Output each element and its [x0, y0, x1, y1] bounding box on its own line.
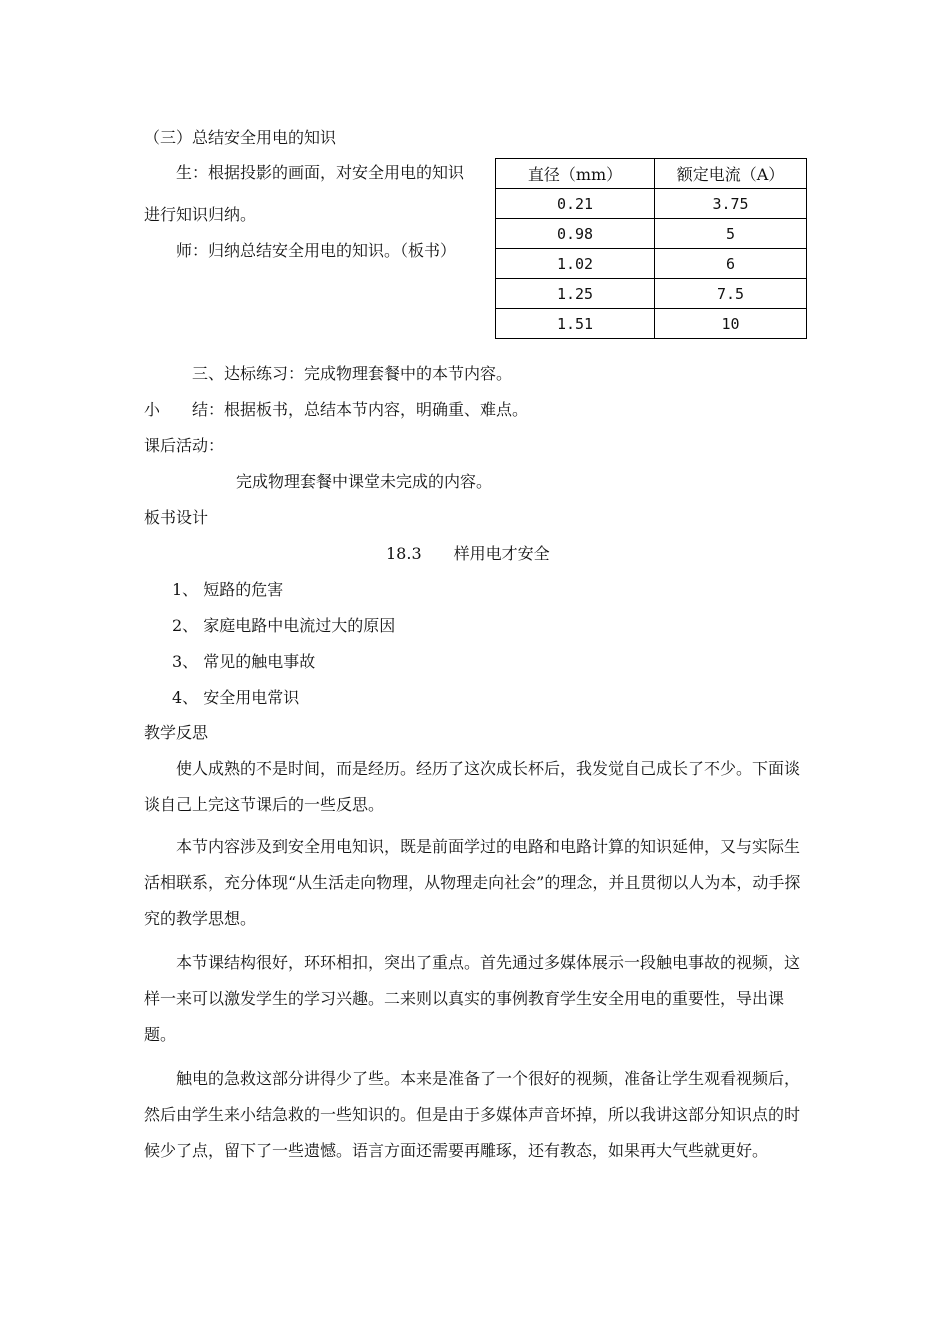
section-heading: （三）总结安全用电的知识 [144, 128, 337, 147]
table-row [496, 249, 807, 279]
summary-text: 根据板书，总结本节内容，明确重、难点。 [224, 400, 529, 419]
board-design-title: 18.3 样用电才安全 [386, 544, 550, 563]
cell-current: 5 [655, 219, 807, 249]
header-rated-current: 额定电流（A） [655, 159, 807, 189]
board-item: 4、 安全用电常识 [172, 688, 300, 707]
teacher-activity-line: 师：归纳总结安全用电的知识。（板书） [176, 241, 457, 260]
cell-current: 7.5 [655, 279, 807, 309]
reflection-paragraph: 本节内容涉及到安全用电知识，既是前面学过的电路和电路计算的知识延伸，又与实际生活相联系，充分体现“从生活走向物理，从物理走向社会”的理念，并且贯彻以人为本，动手探究的教学思想。 [144, 837, 801, 928]
header-diameter: 直径（mm） [496, 159, 655, 189]
board-item: 3、 常见的触电事故 [172, 652, 316, 671]
cell-current: 3.75 [655, 189, 807, 219]
reflection-paragraph: 使人成熟的不是时间，而是经历。经历了这次成长杯后，我发觉自己成长了不少。下面谈谈自己上完这节课后的一些反思。 [144, 759, 801, 814]
board-item: 1、 短路的危害 [172, 580, 284, 599]
student-activity-line1: 生：根据投影的画面，对安全用电的知识 [176, 163, 465, 182]
table-row [496, 219, 807, 249]
reflection-label: 教学反思 [144, 723, 209, 742]
practice-line: 三、达标练习：完成物理套餐中的本节内容。 [192, 364, 513, 383]
cell-diameter: 0.21 [496, 189, 655, 219]
table-header-row [496, 159, 807, 189]
reflection-paragraph: 本节课结构很好，环环相扣，突出了重点。首先通过多媒体展示一段触电事故的视频，这样一来可以激发学生的学习兴趣。二来则以真实的事例教育学生安全用电的重要性，导出课题。 [144, 953, 801, 1044]
summary-label: 小 结： [144, 400, 225, 419]
student-activity-line2: 进行知识归纳。 [144, 205, 257, 224]
cell-diameter: 1.02 [496, 249, 655, 279]
cell-current: 6 [655, 249, 807, 279]
after-class-text: 完成物理套餐中课堂未完成的内容。 [236, 472, 493, 491]
table-row [496, 189, 807, 219]
cell-diameter: 1.51 [496, 309, 655, 339]
after-class-label: 课后活动： [144, 436, 225, 455]
table-row [496, 279, 807, 309]
board-item: 2、 家庭电路中电流过大的原因 [172, 616, 396, 635]
table-row [496, 309, 807, 339]
cell-diameter: 0.98 [496, 219, 655, 249]
cell-diameter: 1.25 [496, 279, 655, 309]
reflection-paragraph: 触电的急救这部分讲得少了些。本来是准备了一个很好的视频，准备让学生观看视频后，然后由学生来小结急救的一些知识的。但是由于多媒体声音坏掉，所以我讲这部分知识点的时候少了点，留下了一些遗憾。语言方面还需要再雕琢，还有教态，如果再大气些就更好。 [144, 1069, 801, 1160]
summary-line [144, 400, 528, 420]
cell-current: 10 [655, 309, 807, 339]
board-design-label: 板书设计 [144, 508, 209, 527]
fuse-rating-table [495, 158, 807, 339]
